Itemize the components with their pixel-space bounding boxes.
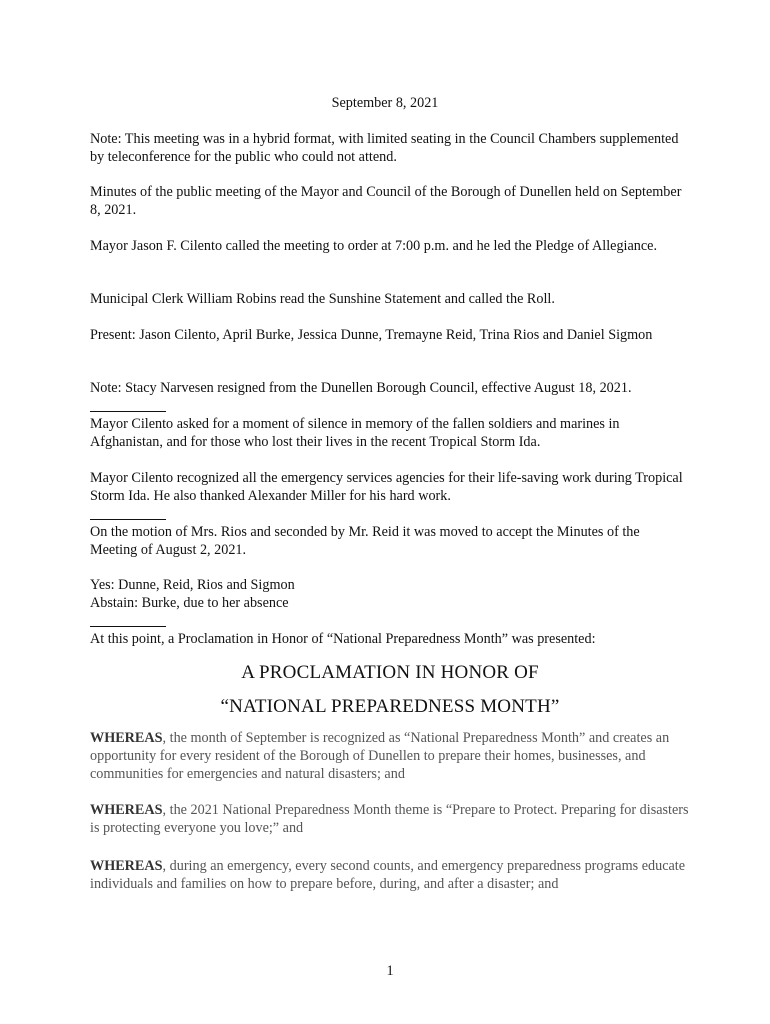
recognized-paragraph: Mayor Cilento recognized all the emergency services agencies for their life-saving work during Tropical Storm Ida. He also thanked Alexander Miller for his hard work. (90, 470, 683, 504)
proclamation-title-line1: A PROCLAMATION IN HONOR OF (241, 662, 539, 683)
page-number: 1 (386, 963, 394, 979)
note-resigned-paragraph: Note: Stacy Narvesen resigned from the Dunellen Borough Council, effective August 18, 2021. (90, 380, 632, 396)
whereas-text: , the 2021 National Preparedness Month theme is “Prepare to Protect. Preparing for disasters is protecting everyone you love;” and (90, 802, 689, 836)
proclamation-title-line2: “NATIONAL PREPAREDNESS MONTH” (220, 696, 560, 717)
note-hybrid-paragraph: Note: This meeting was in a hybrid format, with limited seating in the Council Chambers supplemented by teleconference for the public who could not attend. (90, 131, 679, 165)
whereas-label: WHEREAS (90, 730, 163, 746)
whereas-label: WHEREAS (90, 858, 163, 874)
abstain-vote: Abstain: Burke, due to her absence (90, 595, 289, 611)
whereas-clause-2 (90, 801, 700, 837)
whereas-clause-1 (90, 729, 700, 783)
meeting-date: September 8, 2021 (331, 95, 439, 111)
call-to-order-paragraph: Mayor Jason F. Cilento called the meeting to order at 7:00 p.m. and he led the Pledge of Allegiance. (90, 238, 658, 254)
yes-vote: Yes: Dunne, Reid, Rios and Sigmon (90, 577, 295, 593)
minutes-intro-paragraph: Minutes of the public meeting of the Mayor and Council of the Borough of Dunellen held on September 8, 2021. (90, 184, 682, 218)
separator-rule (90, 411, 166, 412)
present-paragraph: Present: Jason Cilento, April Burke, Jessica Dunne, Tremayne Reid, Trina Rios and Daniel Sigmon (90, 327, 653, 343)
separator-rule (90, 626, 166, 627)
whereas-label: WHEREAS (90, 802, 163, 818)
whereas-text: , during an emergency, every second counts, and emergency preparedness programs educate individuals and families on how to prepare before, during, and after a disaster; and (90, 858, 686, 892)
whereas-clause-3 (90, 857, 700, 893)
separator-rule (90, 519, 166, 520)
silence-paragraph: Mayor Cilento asked for a moment of silence in memory of the fallen soldiers and marines in Afghanistan, and for those who lost their lives in the recent Tropical Storm Ida. (90, 416, 620, 450)
sunshine-paragraph: Municipal Clerk William Robins read the Sunshine Statement and called the Roll. (90, 291, 555, 307)
proclamation-intro-paragraph: At this point, a Proclamation in Honor of “National Preparedness Month” was presented: (90, 631, 596, 647)
whereas-text: , the month of September is recognized as “National Preparedness Month” and creates an opportunity for every resident of the Borough of Dunellen to prepare their homes, businesses, and communities for emergencies and natural disasters; and (90, 730, 670, 782)
motion-paragraph: On the motion of Mrs. Rios and seconded by Mr. Reid it was moved to accept the Minutes of the Meeting of August 2, 2021. (90, 524, 640, 558)
